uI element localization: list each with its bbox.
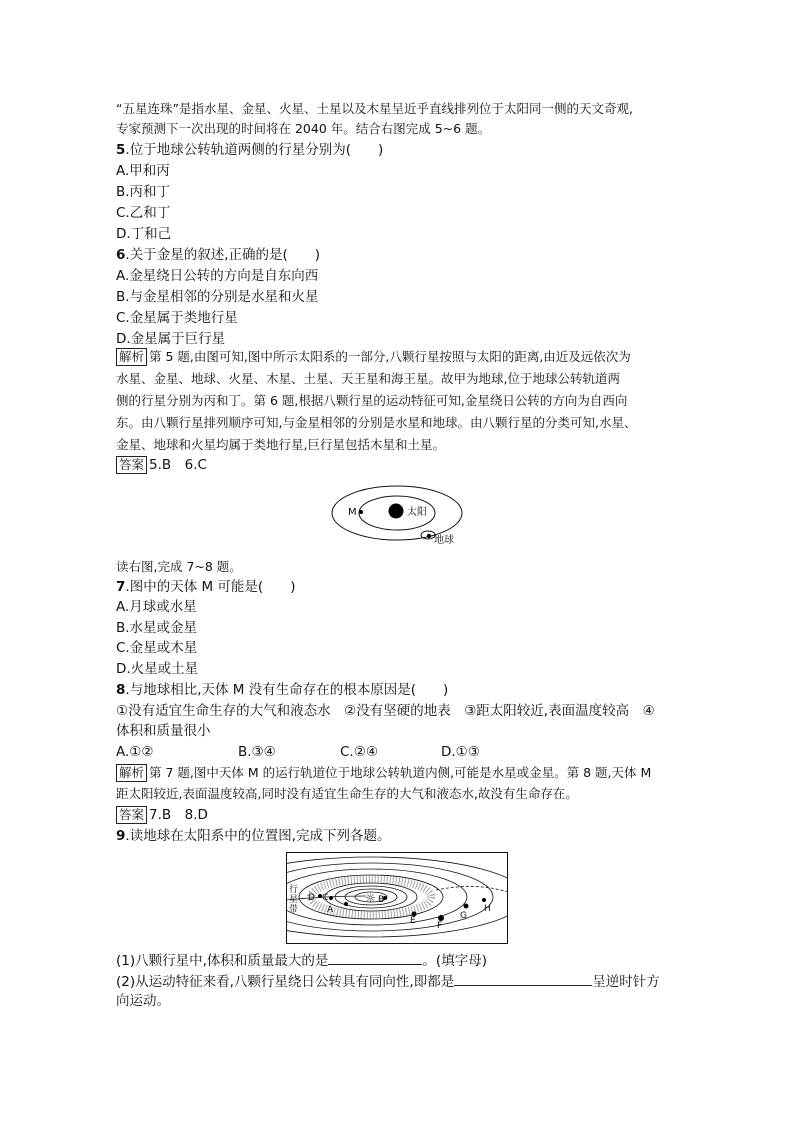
explanation-5-6-line-2: 水星、金星、地球、火星、木星、土星、天王星和海王星。故甲为地球,位于地球公转轨道两 — [116, 371, 620, 386]
option-8a: A.①② — [116, 744, 154, 760]
answer-text: 7.B 8.D — [149, 807, 208, 823]
option-7b: B.水星或金星 — [116, 620, 198, 636]
answer-7-8 — [116, 805, 208, 825]
planet-c-icon — [329, 896, 333, 900]
question-9-1: (1)八颗行星中,体积和质量最大的是 。(填字母) — [116, 950, 487, 971]
answer-text: 5.B 6.C — [149, 457, 207, 473]
option-7a: A.月球或水星 — [116, 599, 197, 615]
question-stem: .图中的天体 M 可能是( ) — [125, 579, 296, 595]
option-8c: C.②④ — [340, 744, 378, 760]
option-8b: B.③④ — [238, 744, 276, 760]
question-8-statements-2: 体积和质量很小 — [116, 723, 211, 739]
question-5 — [116, 140, 383, 160]
question-8-options — [116, 742, 480, 762]
answer-5-6 — [116, 455, 207, 475]
question-8-statements-1: ①没有适宜生命生存的大气和液态水 ②没有坚硬的地表 ③距太阳较近,表面温度较高 ④ — [116, 703, 655, 719]
label-g: G — [460, 911, 467, 921]
planet-a-icon — [344, 902, 348, 906]
question-number: 7 — [116, 579, 126, 595]
question-stem: .与地球相比,天体 M 没有生命存在的根本原因是( ) — [125, 682, 449, 698]
m-body-icon — [359, 510, 363, 514]
label-f: F — [437, 921, 443, 931]
question-9-2: (2)从运动特征来看,八颗行星绕日公转具有同向性,即都是 呈逆时针方 — [116, 971, 660, 992]
label-b: B — [378, 895, 385, 905]
option-5c: C.乙和丁 — [116, 205, 171, 221]
option-6a: A.金星绕日公转的方向是自东向西 — [116, 268, 319, 284]
solar-system-figure — [286, 852, 508, 944]
explanation-5-6-line-1: 解析 第 5 题,由图可知,图中所示太阳系的一部分,八颗行星按照与太阳的距离,由近及远依次为 — [116, 347, 631, 367]
sun-icon — [389, 504, 404, 519]
option-6b: B.与金星相邻的分别是水星和火星 — [116, 289, 319, 305]
label-a: A — [327, 905, 334, 915]
label-e: E — [410, 916, 416, 926]
orbit-figure — [330, 484, 470, 546]
explanation-tag: 解析 — [116, 764, 147, 782]
option-7c: C.金星或木星 — [116, 640, 198, 656]
question-stem: .读地球在太阳系中的位置图,完成下列各题。 — [125, 828, 391, 844]
sun-icon: ☼ — [365, 891, 376, 905]
label-c: C — [322, 893, 329, 903]
asteroid-belt-label-1: 行 — [289, 885, 299, 895]
question-9 — [116, 826, 391, 846]
answer-tag: 答案 — [116, 456, 147, 474]
question-7 — [116, 577, 295, 597]
option-6c: C.金星属于类地行星 — [116, 310, 238, 326]
answer-blank-9-2[interactable] — [454, 971, 592, 986]
label-h: H — [484, 904, 491, 914]
option-5d: D.丁和己 — [116, 226, 172, 242]
option-5b: B.丙和丁 — [116, 184, 171, 200]
option-6d: D.金星属于巨行星 — [116, 331, 226, 347]
question-6 — [116, 245, 320, 265]
planet-g-icon — [464, 904, 469, 909]
option-8d: D.①③ — [441, 744, 480, 760]
question-stem: .位于地球公转轨道两侧的行星分别为( ) — [125, 142, 384, 158]
explanation-5-6-line-4: 东。由八颗行星排列顺序可知,与金星相邻的分别是水星和地球。由八颗行星的分类可知,水星、 — [116, 415, 637, 430]
question-number: 8 — [116, 682, 126, 698]
explanation-5-6-line-5: 金星、地球和火星均属于类地行星,巨行星包括木星和土星。 — [116, 437, 445, 452]
explanation-5-6-line-3: 侧的行星分别为丙和丁。第 6 题,根据八颗行星的运动特征可知,金星绕日公转的方向为自西向 — [116, 393, 628, 408]
option-7d: D.火星或土星 — [116, 661, 199, 677]
earth-label: 地球 — [434, 535, 454, 546]
answer-tag: 答案 — [116, 806, 147, 824]
answer-blank-9-1[interactable] — [328, 950, 422, 965]
explanation-7-8-line-2: 距太阳较近,表面温度较高,同时没有适宜生命生存的大气和液态水,故没有生命存在。 — [116, 786, 578, 801]
question-number: 9 — [116, 828, 126, 844]
planet-h-icon — [482, 898, 486, 902]
earth-icon — [427, 534, 431, 538]
asteroid-belt-label-3: 带 — [289, 905, 299, 915]
intro-line-2: 专家预测下一次出现的时间将在 2040 年。结合右图完成 5~6 题。 — [116, 121, 491, 136]
sun-label: 太阳 — [407, 507, 427, 518]
label-d: D — [308, 893, 315, 903]
question-9-2-continued: 向运动。 — [116, 993, 170, 1009]
explanation-tag: 解析 — [116, 348, 147, 366]
question-number: 6 — [116, 247, 126, 263]
explanation-7-8-line-1: 解析 第 7 题,图中天体 M 的运行轨道位于地球公转轨道内侧,可能是水星或金星。第 8 题,天体 M — [116, 763, 651, 783]
question-8 — [116, 680, 448, 700]
asteroid-belt-label-2: 星 — [289, 895, 299, 905]
intro-line-1: “五星连珠”是指水星、金星、火星、土星以及木星呈近乎直线排列位于太阳同一侧的天文奇观, — [116, 101, 633, 116]
option-5a: A.甲和丙 — [116, 163, 170, 179]
m-label: M — [348, 507, 357, 518]
question-stem: .关于金星的叙述,正确的是( ) — [125, 247, 321, 263]
question-number: 5 — [116, 142, 126, 158]
intro-7-8: 读右图,完成 7~8 题。 — [116, 559, 242, 574]
